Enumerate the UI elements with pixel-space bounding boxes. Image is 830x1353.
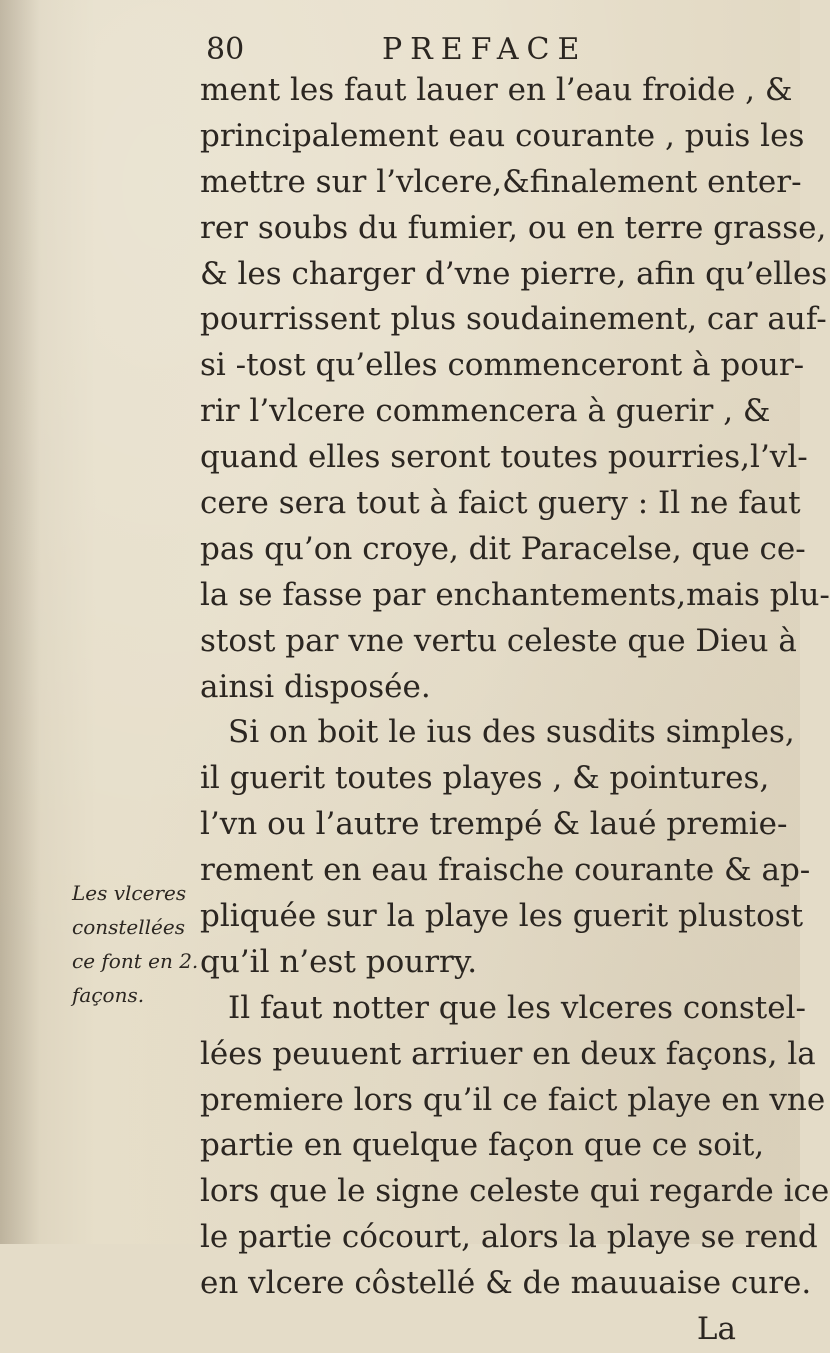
- text-line: rement en eau fraische courante & ap-: [200, 852, 811, 889]
- text-line: il guerit toutes playes , & pointures,: [200, 760, 770, 797]
- text-line: le partie cócourt, alors la playe se rend: [200, 1219, 818, 1256]
- text-line: lors que le signe celeste qui regarde ice: [200, 1173, 830, 1210]
- body-text: [200, 68, 830, 1353]
- text-line: stost par vne vertu celeste que Dieu à: [200, 622, 797, 659]
- marginal-note-line: Les vlceres: [72, 881, 187, 905]
- page-header: [206, 30, 766, 70]
- gutter-shadow: [0, 0, 40, 1244]
- text-line: cere sera tout à faict guery : Il ne faut: [200, 485, 801, 522]
- paragraph-first-line: Il faut notter que les vlceres constel-: [228, 989, 806, 1026]
- catchword: La: [696, 1311, 736, 1348]
- text-line: mettre sur l’vlcere,&finalement enter-: [200, 163, 802, 200]
- text-line: pliquée sur la playe les guerit plustost: [200, 898, 804, 935]
- text-line: pourrissent plus soudainement, car auf-: [200, 301, 827, 338]
- text-line: la se fasse par enchantements,mais plu-: [200, 576, 830, 613]
- text-line: quand elles seront toutes pourries,l’vl-: [200, 439, 808, 476]
- text-line: rir l’vlcere commencera à guerir , &: [200, 393, 771, 430]
- text-line: & les charger d’vne pierre, afin qu’elles: [200, 255, 828, 292]
- text-line: en vlcere côstellé & de mauuaise cure.: [200, 1265, 812, 1302]
- page-number: 80: [206, 32, 245, 67]
- marginal-note-line: constellées: [72, 915, 185, 939]
- text-line: principalement eau courante , puis les: [200, 117, 805, 154]
- text-line: ainsi disposée.: [200, 668, 431, 705]
- marginal-note: [72, 876, 202, 1012]
- text-line: pas qu’on croye, dit Paracelse, que ce-: [200, 530, 806, 567]
- text-line: premiere lors qu’il ce faict playe en vne: [200, 1081, 826, 1118]
- text-line: qu’il n’est pourry.: [200, 943, 478, 980]
- text-line: ment les faut lauer en l’eau froide , &: [200, 72, 793, 108]
- running-head: PREFACE: [382, 32, 588, 67]
- marginal-note-line: ce font en 2.: [72, 949, 199, 973]
- marginal-note-line: façons.: [72, 983, 145, 1007]
- text-line: rer soubs du fumier, ou en terre grasse,: [200, 209, 827, 246]
- paragraph-first-line: Si on boit le ius des susdits simples,: [228, 714, 795, 751]
- text-line: partie en quelque façon que ce soit,: [200, 1127, 765, 1164]
- text-line: l’vn ou l’autre trempé & laué premie-: [200, 806, 788, 843]
- text-line: si -tost qu’elles commenceront à pour-: [200, 347, 805, 384]
- text-line: lées peuuent arriuer en deux façons, la: [200, 1035, 816, 1072]
